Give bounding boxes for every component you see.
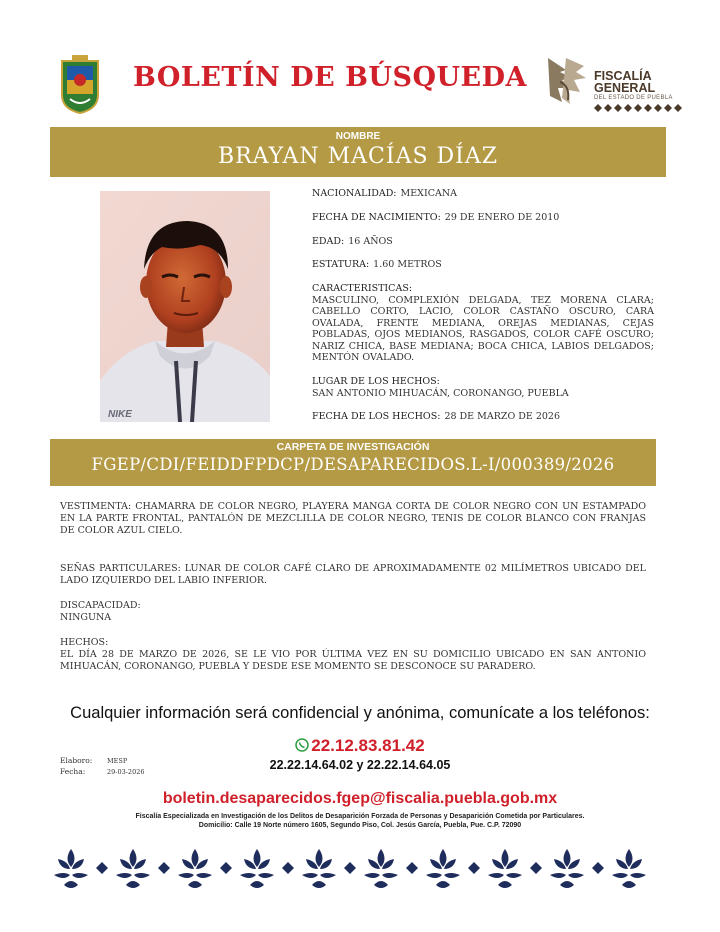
carpeta-number: FGEP/CDI/FEIDDFPDCP/DESAPARECIDOS.L-I/000389/2026 (91, 455, 615, 474)
elaboro-value: MESP (107, 757, 128, 765)
hechos-label: HECHOS: (60, 637, 109, 648)
fecha-hechos-label: FECHA DE LOS HECHOS: (312, 411, 441, 422)
hechos-section (60, 637, 646, 673)
phone-main-text: 22.12.83.81.42 (311, 736, 425, 755)
estatura-field (312, 259, 654, 271)
whatsapp-icon (295, 737, 309, 751)
talavera-ornament-strip (48, 845, 672, 891)
discapacidad-section (60, 600, 646, 624)
contact-instructions: Cualquier información será confidencial y anónima, comunícate a los teléfonos: (70, 704, 650, 722)
name-label: NOMBRE (335, 131, 381, 142)
lugar-label: LUGAR DE LOS HECHOS: (312, 376, 440, 387)
logo-text-general: GENERAL (594, 81, 656, 95)
photo-brand-text: NIKE (108, 409, 132, 420)
fecha-value: 29-03-2026 (107, 768, 145, 776)
nacionalidad-value: MEXICANA (400, 188, 457, 199)
fiscalia-logo (540, 52, 690, 114)
fecha-hechos-value: 28 DE MARZO DE 2026 (444, 411, 561, 422)
whatsapp-phone[interactable] (0, 736, 720, 756)
nacimiento-field (312, 212, 654, 224)
elaboro-label: Elaboro: (60, 756, 93, 765)
estatura-value: 1.60 METROS (373, 259, 442, 270)
agency-address: Domicilio: Calle 19 Norte número 1605, Segundo Piso, Col. Jesús García, Puebla, Pue. C.P. 72090 (198, 822, 522, 829)
agency-name: Fiscalía Especializada en Investigación de los Delitos de Desaparición Forzada de Personas y Desaparición Cometida por Particulares. (135, 813, 585, 820)
hechos-value: EL DÍA 28 DE MARZO DE 2026, SE LE VIO POR ÚLTIMA VEZ EN SU DOMICILIO UBICADO EN SAN ANTONIO MIHUACÁN, CORONANGO, PUEBLA Y DESDE ESE MOMENTO SE DESCONOCE SU PARADERO. (60, 649, 646, 672)
lugar-field (312, 376, 654, 399)
nacionalidad-label: NACIONALIDAD: (312, 188, 397, 199)
caracteristicas-label: CARACTERISTICAS: (312, 283, 413, 294)
fecha-hechos-field (312, 411, 654, 423)
logo-text-estado: DEL ESTADO DE PUEBLA (594, 95, 673, 101)
senas-section (60, 563, 646, 587)
page-title: BOLETÍN DE BÚSQUEDA (133, 62, 527, 93)
nacimiento-value: 29 DE ENERO DE 2010 (444, 212, 560, 223)
estatura-label: ESTATURA: (312, 259, 370, 270)
alternate-phones[interactable]: 22.22.14.64.02 y 22.22.14.64.05 (269, 758, 451, 772)
caracteristicas-value: MASCULINO, COMPLEXIÓN DELGADA, TEZ MORENA CLARA; CABELLO CORTO, LACIO, COLOR CASTAÑO OSCURO, CARA OVALADA, FRENTE MEDIANA, OREJAS MEDIANAS, CEJAS POBLADAS, OJOS MEDIANOS, RASGADOS, COLOR CAFÉ OSCURO; NARIZ CHICA, BASE MEDIANA; BOCA CHICA, LABIOS DELGADOS; MENTÓN OVALADO. (312, 294, 654, 363)
vestimenta-label: VESTIMENTA: (60, 501, 132, 512)
nacimiento-label: FECHA DE NACIMIENTO: (312, 212, 441, 223)
logo-text-fiscalia: FISCALÍA (594, 69, 652, 83)
lugar-value: SAN ANTONIO MIHUACÁN, CORONANGO, PUEBLA (312, 387, 569, 399)
contact-email[interactable]: boletin.desaparecidos.fgep@fiscalia.puebla.gob.mx (162, 790, 558, 807)
state-seal-logo (58, 55, 102, 115)
carpeta-label: CARPETA DE INVESTIGACIÓN (276, 441, 430, 453)
edad-label: EDAD: (312, 236, 345, 247)
discapacidad-label: DISCAPACIDAD: (60, 600, 141, 611)
edad-value: 16 AÑOS (348, 236, 393, 247)
senas-value: LUNAR DE COLOR CAFÉ CLARO DE APROXIMADAMENTE 02 MILÍMETROS UBICADO DEL LADO IZQUIERDO DEL LABIO INFERIOR. (60, 563, 646, 586)
vestimenta-value: CHAMARRA DE COLOR NEGRO, PLAYERA MANGA CORTA DE COLOR NEGRO CON UN ESTAMPADO EN LA PARTE FRONTAL, PANTALÓN DE MEZCLILLA DE COLOR NEGRO, TENIS DE COLOR BLANCO CON FRANJAS DE COLOR AZUL CIELO. (60, 501, 646, 536)
name-banner (50, 127, 666, 177)
nacionalidad-field (312, 188, 654, 200)
vestimenta-section (60, 501, 646, 537)
person-name: BRAYAN MACÍAS DÍAZ (217, 144, 499, 169)
discapacidad-value: NINGUNA (60, 612, 112, 623)
senas-label: SEÑAS PARTICULARES: (60, 563, 181, 574)
fecha-label: Fecha: (60, 767, 86, 776)
carpeta-banner (50, 439, 656, 486)
person-photo (100, 191, 270, 422)
edad-field (312, 236, 654, 248)
caracteristicas-field (312, 283, 654, 364)
